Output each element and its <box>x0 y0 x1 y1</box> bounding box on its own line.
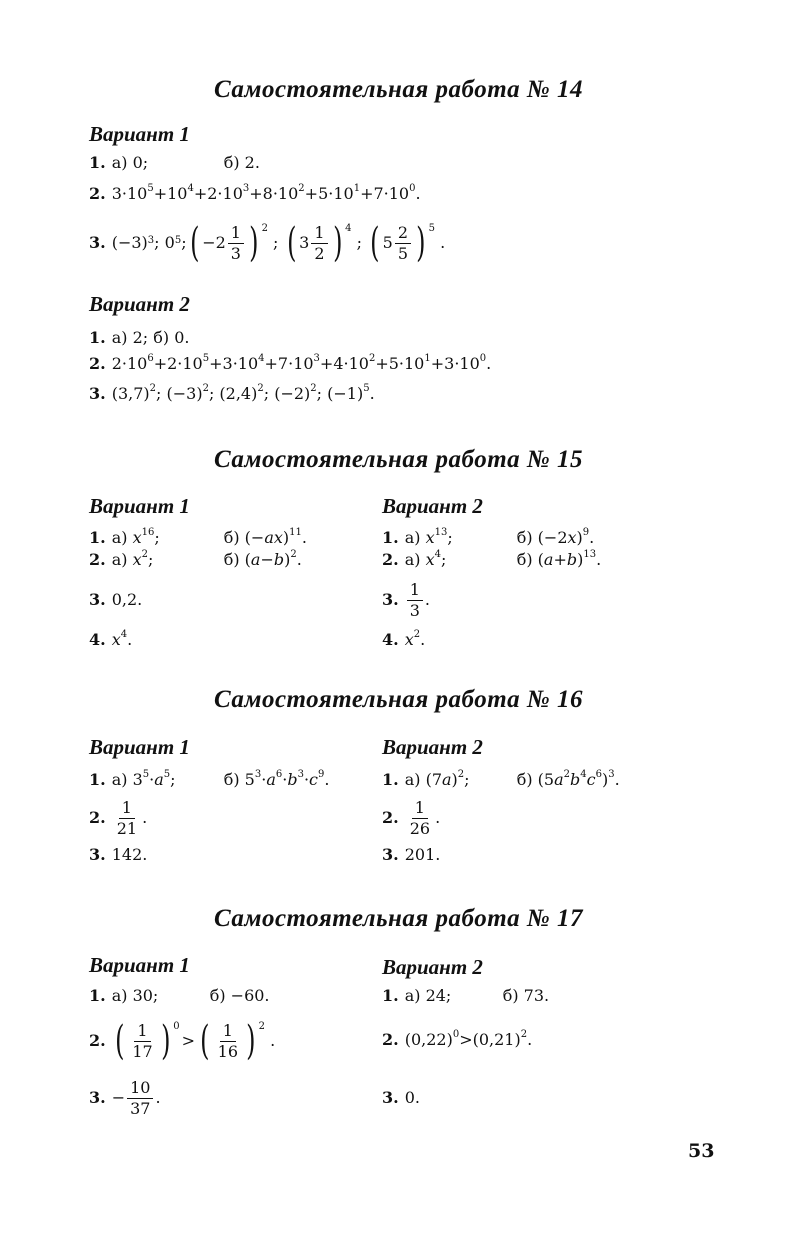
s14-variant2-heading: Вариант 2 <box>89 292 190 316</box>
s15-v2-answer-4: 4. $x^2$. <box>382 628 426 649</box>
section-15-title: Самостоятельная работа № 15 <box>213 446 584 473</box>
mixed-number-3: ( 5 $\frac{2}{5}$ ) $^5$ <box>370 220 436 266</box>
s15-v1-answer-4: 4. $x^4$. <box>89 628 133 649</box>
s17-v1-answer-3: 3. − $\frac{10}{37}$ . <box>89 1077 161 1118</box>
s15-v2-answer-2: 2. а) $x^4$; б) $(a+b)^{13}$. <box>382 548 602 569</box>
mixed-number-1: ( −2 $\frac{1}{3}$ ) $^2$ <box>189 220 268 266</box>
s14-v1-answer-2: 2. $3\cdot 10^5+10^4+2\cdot 10^3+8\cdot 10^2+5\cdot 10^1+7\cdot 10^0$. <box>89 182 421 203</box>
s16-variant1-heading: Вариант 1 <box>89 735 190 759</box>
s14-v1-answer-3: 3. (−3) $^3$ ; 0 $^5$ ; ( −2 $\frac{1}{3}$ ) $^2$ ; ( 3 $\frac{1}{2}$ ) $^4$ ; ( 5 $\frac{2}{5}$ ) $^5$ . <box>89 220 446 266</box>
s16-v1-answer-1: 1. а) $3^5\cdot a^5$; б) $5^3\cdot a^6\cdot b^3\cdot c^9$. <box>89 768 330 789</box>
s15-v1-answer-1: 1. а) $x^{16}$; б) $(-ax)^{11}$. <box>89 526 307 547</box>
s14-v1-answer-1: 1. а) 0; б) 2. <box>89 153 260 172</box>
s17-v1-answer-2: 2. ( $\frac{1}{17}$ ) $^0$ > ( $\frac{1}{16}$ ) $^2$ . <box>89 1018 276 1064</box>
s16-variant2-heading: Вариант 2 <box>382 735 483 759</box>
s14-v2-answer-1: 1. а) 2; б) 0. <box>89 328 190 347</box>
s16-v2-answer-2: 2. $\frac{1}{26}$ . <box>382 797 441 838</box>
s16-v2-answer-1: 1. а) $(7a)^2$; б) $(5a^2b^4c^6)^3$. <box>382 768 620 789</box>
page-number: 53 <box>688 1140 715 1162</box>
s17-v2-answer-1: 1. а) 24; б) 73. <box>382 986 550 1005</box>
section-14-title: Самостоятельная работа № 14 <box>213 76 584 103</box>
s17-v1-answer-1: 1. а) 30; б) −60. <box>89 986 270 1005</box>
mixed-number-2: ( 3 $\frac{1}{2}$ ) $^4$ <box>286 220 352 266</box>
s14-v2-answer-3: 3. $(3,7)^2$; $(-3)^2$; $(2,4)^2$; $(-2)^2$; $(-1)^5$. <box>89 382 375 403</box>
s15-v1-answer-2: 2. а) $x^2$; б) $(a-b)^2$. <box>89 548 302 569</box>
s16-v2-answer-3: 3. 201. <box>382 845 441 864</box>
s15-v2-answer-1: 1. а) $x^{13}$; б) $(-2x)^9$. <box>382 526 595 547</box>
s15-variant2-heading: Вариант 2 <box>382 494 483 518</box>
s14-variant1-heading: Вариант 1 <box>89 122 190 146</box>
s15-v2-answer-3: 3. $\frac{1}{3}$ . <box>382 579 430 620</box>
s16-v1-answer-2: 2. $\frac{1}{21}$ . <box>89 797 148 838</box>
s14-v2-answer-2: 2. $2\cdot 10^6+2\cdot 10^5+3\cdot 10^4+7\cdot 10^3+4\cdot 10^2+5\cdot 10^1+3\cdot 10^0$. <box>89 352 492 373</box>
s17-variant1-heading: Вариант 1 <box>89 953 190 977</box>
s16-v1-answer-3: 3. 142. <box>89 845 148 864</box>
s17-variant2-heading: Вариант 2 <box>382 955 483 979</box>
s17-v2-answer-3: 3. 0. <box>382 1088 420 1107</box>
s17-v2-answer-2: 2. $(0,22)^0>(0,21)^2$. <box>382 1028 533 1049</box>
section-16-title: Самостоятельная работа № 16 <box>213 686 584 713</box>
s15-variant1-heading: Вариант 1 <box>89 494 190 518</box>
s15-v1-answer-3: 3. 0,2. <box>89 590 143 609</box>
section-17-title: Самостоятельная работа № 17 <box>213 905 584 932</box>
